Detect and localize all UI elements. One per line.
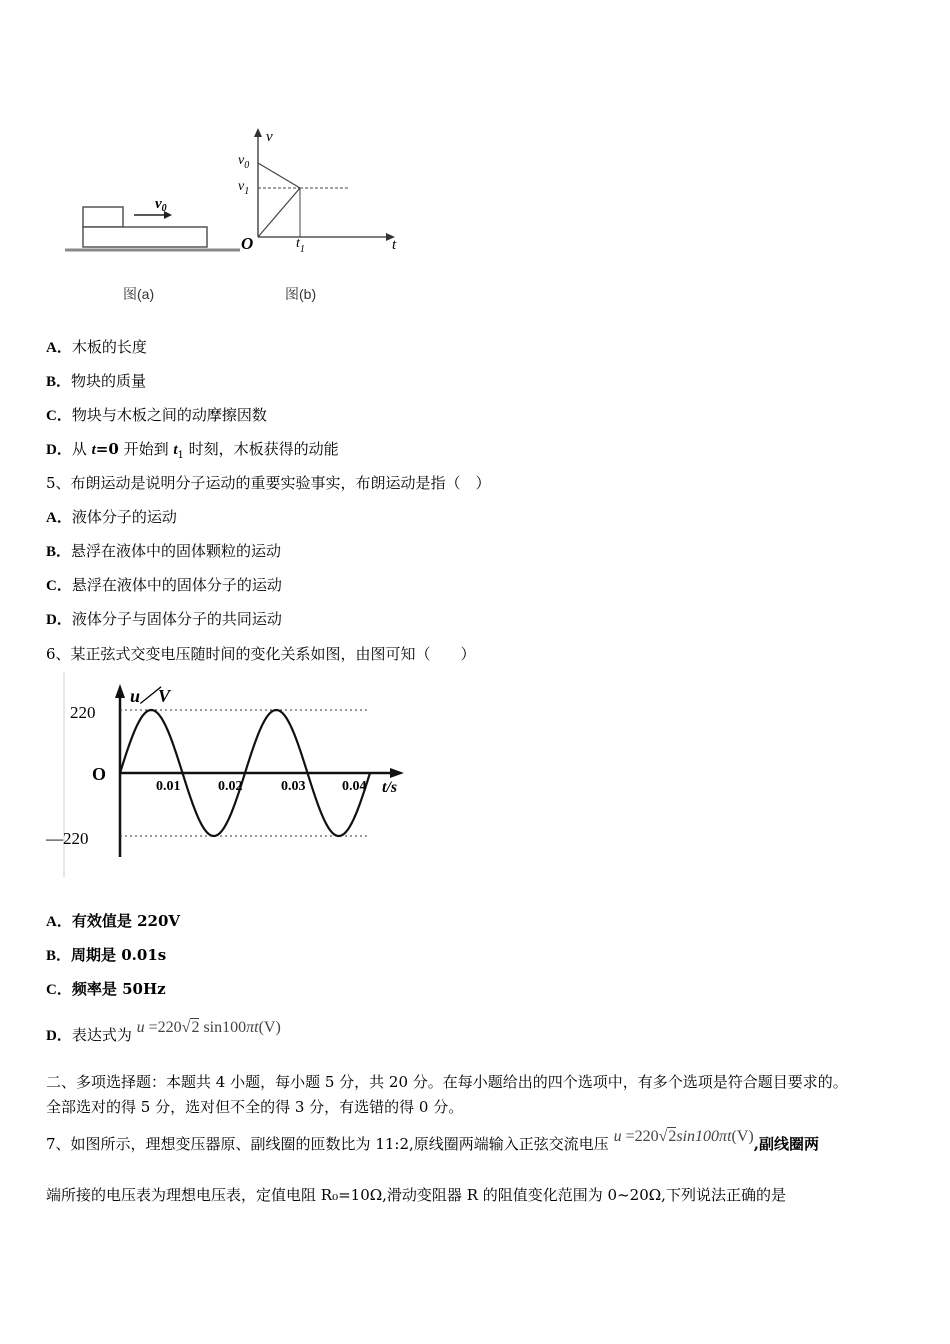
- q4-option-c[interactable]: C．物块与木板之间的动摩擦因数: [46, 406, 267, 424]
- q5-option-b[interactable]: B．悬浮在液体中的固体颗粒的运动: [46, 542, 282, 560]
- fig-b-caption: 图(b): [285, 286, 317, 302]
- q6-stem: 6、某正弦式交变电压随时间的变化关系如图，由图可知（ ）: [46, 645, 476, 663]
- chart-y-label: u／V: [130, 686, 171, 706]
- figure-a: [60, 195, 250, 310]
- q6-formula: u =220√2 sin100πt(V): [136, 1019, 281, 1036]
- q5-stem: 5、布朗运动是说明分子运动的重要实验事实，布朗运动是指（ ）: [46, 474, 491, 492]
- fig-b-block-line: [258, 163, 300, 188]
- chart-x-tick-2: 0.02: [218, 779, 243, 794]
- fig-b-v0-label: $v_0$: [238, 153, 250, 171]
- q6-option-a[interactable]: A．有效值是 220V: [46, 912, 181, 930]
- chart-u-arrowhead: [115, 684, 125, 698]
- q4-option-d[interactable]: D．从 t=0 开始到 $t_1$ 时刻，木板获得的动能: [46, 440, 339, 461]
- chart-x-label: t/s: [382, 779, 398, 796]
- chart-x-tick-4: 0.04: [342, 779, 367, 794]
- fig-b-t-axis-label: t: [392, 237, 397, 253]
- chart-origin-label: O: [92, 764, 107, 784]
- fig-b-v-arrowhead: [254, 128, 262, 137]
- section2-heading-line1: 二、多项选择题：本题共 4 小题，每小题 5 分，共 20 分。在每小题给出的四个选项中，有多个选项是符合题目要求的。: [46, 1073, 848, 1091]
- fig-b-board-line: [258, 188, 300, 237]
- board: [83, 227, 207, 247]
- q6-option-d[interactable]: D．表达式为 u =220√2 sin100πt(V): [46, 1019, 281, 1044]
- q6-option-b[interactable]: B．周期是 0.01s: [46, 946, 167, 964]
- q6-option-c[interactable]: C．频率是 50Hz: [46, 980, 166, 998]
- fig-a-caption: 图(a): [123, 286, 155, 302]
- small-block: [83, 207, 123, 227]
- chart-y-tick-min: —220: [46, 829, 89, 848]
- q7-formula: u =220√2sin100πt(V): [613, 1128, 754, 1145]
- q4-option-b[interactable]: B．物块的质量: [46, 372, 147, 390]
- sine-chart: [40, 672, 420, 882]
- q4-option-a[interactable]: A．木板的长度: [46, 338, 147, 356]
- fig-a-v0-label: $v_0$: [155, 196, 167, 214]
- q5-option-c[interactable]: C．悬浮在液体中的固体分子的运动: [46, 576, 282, 594]
- q7-stem-line1: 7、如图所示，理想变压器原、副线圈的匝数比为 11:2,原线圈两端输入正弦交流电压 u =220√2sin100πt(V),副线圈两: [46, 1128, 819, 1153]
- section2-heading-line2: 全部选对的得 5 分，选对但不全的得 3 分，有选错的得 0 分。: [46, 1098, 464, 1116]
- fig-b-origin-label: O: [241, 234, 254, 253]
- chart-y-tick-max: 220: [70, 703, 96, 722]
- fig-b-v-axis-label: v: [266, 129, 273, 145]
- figure-b: [230, 125, 410, 310]
- fig-b-t1-label: $t_1$: [296, 236, 305, 255]
- chart-x-tick-1: 0.01: [156, 779, 181, 794]
- fig-b-v1-label: $v_1$: [238, 179, 250, 197]
- q5-option-d[interactable]: D．液体分子与固体分子的共同运动: [46, 610, 282, 628]
- chart-x-tick-3: 0.03: [281, 779, 306, 794]
- chart-t-arrowhead: [390, 768, 404, 778]
- q7-stem-line2: 端所接的电压表为理想电压表，定值电阻 R₀=10Ω,滑动变阻器 R 的阻值变化范围为 0~20Ω,下列说法正确的是: [46, 1186, 786, 1204]
- q5-option-a[interactable]: A．液体分子的运动: [46, 508, 177, 526]
